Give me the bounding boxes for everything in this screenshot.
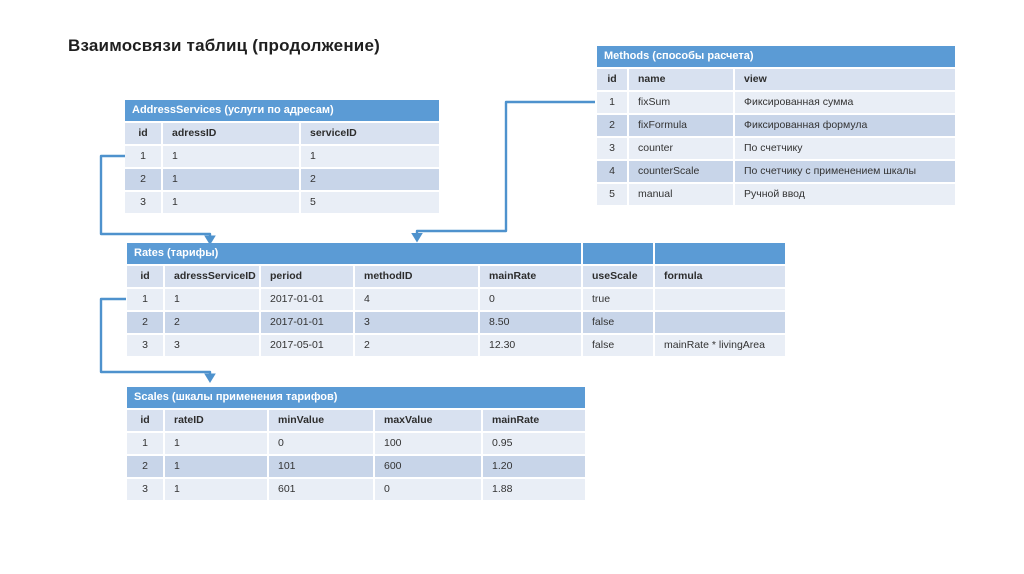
cell: 1 (165, 479, 267, 500)
table-header-row (127, 410, 585, 431)
table-row (127, 479, 585, 500)
cell: 12.30 (480, 335, 581, 356)
column-header: serviceID (301, 123, 439, 144)
table-title: Rates (тарифы) (127, 243, 581, 264)
cell: 1 (301, 146, 439, 167)
cell: Ручной ввод (735, 184, 955, 205)
cell: 100 (375, 433, 481, 454)
cell: 2017-01-01 (261, 312, 353, 333)
cell: manual (629, 184, 733, 205)
cell: 3 (127, 479, 163, 500)
table-methods (595, 44, 957, 207)
cell: 1 (127, 289, 163, 310)
cell: fixSum (629, 92, 733, 113)
cell: fixFormula (629, 115, 733, 136)
table-title-row (597, 46, 955, 67)
cell: По счетчику с применением шкалы (735, 161, 955, 182)
column-header: mainRate (480, 266, 581, 287)
cell: 8.50 (480, 312, 581, 333)
column-header: methodID (355, 266, 478, 287)
column-header: id (127, 266, 163, 287)
cell: 1 (165, 289, 259, 310)
table-address-services (123, 98, 441, 215)
cell: 4 (355, 289, 478, 310)
cell: 2 (301, 169, 439, 190)
cell: mainRate * livingArea (655, 335, 785, 356)
cell: false (583, 312, 653, 333)
cell: 2 (127, 312, 163, 333)
table-title-spacer (655, 243, 785, 264)
cell: 2 (127, 456, 163, 477)
table-title: Scales (шкалы применения тарифов) (127, 387, 585, 408)
table-row (597, 115, 955, 136)
cell: 2 (355, 335, 478, 356)
cell: counter (629, 138, 733, 159)
table-row (127, 289, 785, 310)
table-title-row (127, 387, 585, 408)
table-row (597, 138, 955, 159)
table-row (125, 169, 439, 190)
cell: По счетчику (735, 138, 955, 159)
table-row (597, 161, 955, 182)
column-header: adressServiceID (165, 266, 259, 287)
table-title: AddressServices (услуги по адресам) (125, 100, 439, 121)
cell: 0 (480, 289, 581, 310)
cell: 3 (165, 335, 259, 356)
column-header: id (597, 69, 627, 90)
column-header: adressID (163, 123, 299, 144)
table-scales (125, 385, 587, 502)
column-header: id (127, 410, 163, 431)
column-header: useScale (583, 266, 653, 287)
cell (655, 289, 785, 310)
cell: false (583, 335, 653, 356)
table-header-row (125, 123, 439, 144)
cell: 3 (355, 312, 478, 333)
cell: 1 (163, 169, 299, 190)
cell: true (583, 289, 653, 310)
cell: 4 (597, 161, 627, 182)
cell: 2017-01-01 (261, 289, 353, 310)
slide-title: Взаимосвязи таблиц (продолжение) (68, 36, 380, 55)
cell (655, 312, 785, 333)
cell: 601 (269, 479, 373, 500)
table-row (127, 312, 785, 333)
column-header: minValue (269, 410, 373, 431)
table-row (127, 335, 785, 356)
cell: 3 (597, 138, 627, 159)
cell: 1 (127, 433, 163, 454)
table-row (125, 146, 439, 167)
cell: 0 (269, 433, 373, 454)
table-title-row (125, 100, 439, 121)
cell: Фиксированная сумма (735, 92, 955, 113)
cell: 2 (165, 312, 259, 333)
column-header: id (125, 123, 161, 144)
cell: 1 (165, 433, 267, 454)
cell: 1 (165, 456, 267, 477)
column-header: name (629, 69, 733, 90)
cell: 0.95 (483, 433, 585, 454)
column-header: rateID (165, 410, 267, 431)
cell: 600 (375, 456, 481, 477)
table-title: Methods (способы расчета) (597, 46, 955, 67)
table-header-row (127, 266, 785, 287)
arrowhead-down-icon (204, 374, 216, 384)
column-header: mainRate (483, 410, 585, 431)
cell: 1.88 (483, 479, 585, 500)
table-row (127, 456, 585, 477)
column-header: maxValue (375, 410, 481, 431)
cell: 0 (375, 479, 481, 500)
table-header-row (597, 69, 955, 90)
cell: 3 (127, 335, 163, 356)
column-header: period (261, 266, 353, 287)
cell: Фиксированная формула (735, 115, 955, 136)
cell: 5 (597, 184, 627, 205)
cell: 5 (301, 192, 439, 213)
table-row (597, 92, 955, 113)
table-row (125, 192, 439, 213)
table-row (127, 433, 585, 454)
table-row (597, 184, 955, 205)
cell: 101 (269, 456, 373, 477)
cell: 1 (597, 92, 627, 113)
cell: 2 (125, 169, 161, 190)
table-title-row (127, 243, 785, 264)
table-rates (125, 241, 787, 358)
cell: 1.20 (483, 456, 585, 477)
cell: counterScale (629, 161, 733, 182)
table-title-spacer (583, 243, 653, 264)
cell: 2 (597, 115, 627, 136)
column-header: formula (655, 266, 785, 287)
cell: 3 (125, 192, 161, 213)
cell: 1 (163, 146, 299, 167)
cell: 1 (125, 146, 161, 167)
cell: 1 (163, 192, 299, 213)
cell: 2017-05-01 (261, 335, 353, 356)
column-header: view (735, 69, 955, 90)
